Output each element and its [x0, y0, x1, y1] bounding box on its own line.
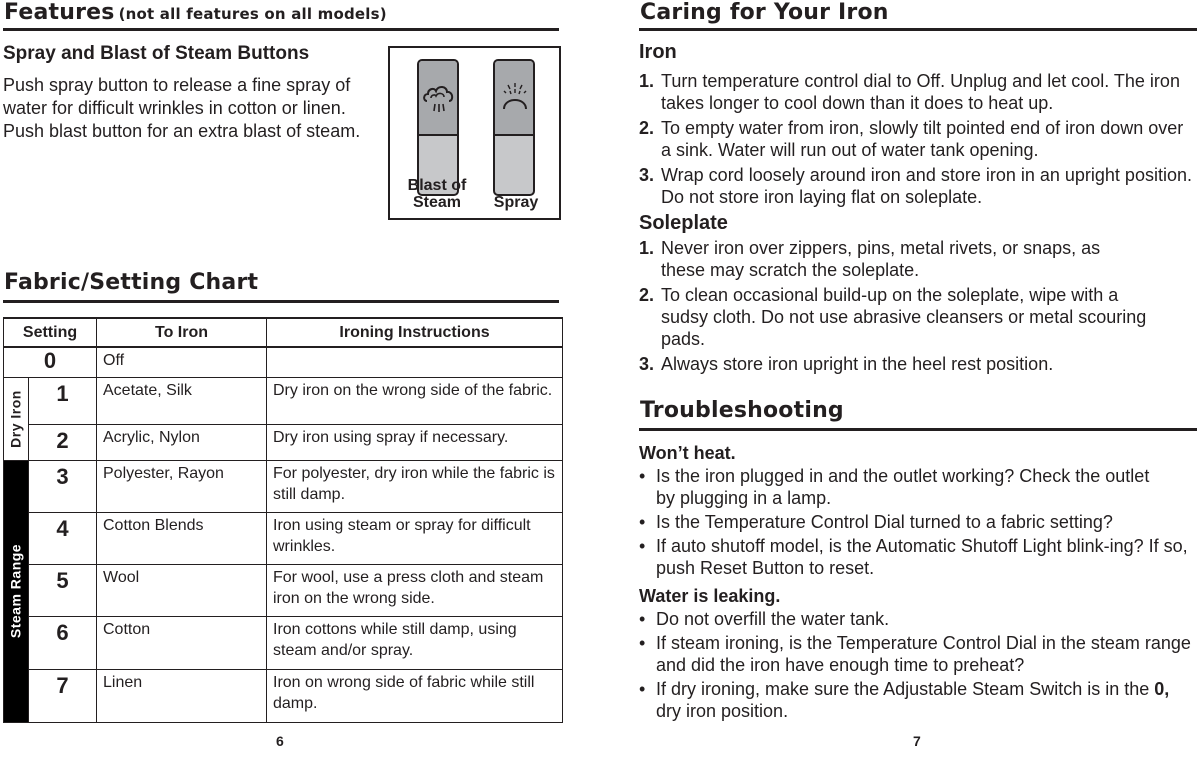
- fabric-cell: Acetate, Silk: [97, 377, 267, 424]
- header-instructions: Ironing Instructions: [267, 318, 563, 347]
- list-item: 1. Turn temperature control dial to Off. Unplug and let cool. The iron takes longer to cool down than it does to heat up.: [639, 71, 1180, 113]
- list-item: • If dry ironing, make sure the Adjustable Steam Switch is in the 0, dry iron position.: [639, 678, 1195, 722]
- setting-cell: 7: [29, 669, 97, 722]
- list-item: • If steam ironing, is the Temperature Control Dial in the steam range and did the iron have enough time to preheat?: [639, 632, 1195, 676]
- table-row: [4, 564, 563, 616]
- table-row: [4, 616, 563, 669]
- list-item: 3. Always store iron upright in the heel rest position.: [639, 354, 1054, 374]
- table-header-row: [4, 318, 563, 347]
- spray-blast-text: Push spray button to release a fine spray of water for difficult wrinkles in cotton or linen. Push blast button for an extra blast of steam.: [3, 75, 361, 141]
- instructions-cell: Iron on wrong side of fabric while still damp.: [267, 669, 563, 722]
- instructions-cell: Iron using steam or spray for difficult wrinkles.: [267, 512, 563, 564]
- features-rule: [3, 28, 559, 31]
- spray-blast-heading: Spray and Blast of Steam Buttons: [3, 43, 310, 64]
- steam-cloud-icon: [422, 79, 456, 119]
- list-item: • Is the Temperature Control Dial turned to a fabric setting?: [639, 511, 1191, 533]
- table-row: [4, 424, 563, 460]
- spray-mist-icon: [498, 79, 532, 119]
- caring-rule: [639, 28, 1197, 31]
- fabric-cell: Acrylic, Nylon: [97, 424, 267, 460]
- setting-cell: 2: [29, 424, 97, 460]
- instructions-cell: For polyester, dry iron while the fabric is still damp.: [267, 460, 563, 512]
- caring-title: Caring for Your Iron: [640, 0, 889, 25]
- water-leaking-heading: Water is leaking.: [639, 586, 781, 606]
- fabric-cell: Polyester, Rayon: [97, 460, 267, 512]
- setting-cell: 6: [29, 616, 97, 669]
- fabric-cell: Off: [97, 347, 267, 377]
- features-title: Features (not all features on all models): [4, 0, 387, 25]
- iron-heading: Iron: [639, 41, 677, 63]
- soleplate-heading: Soleplate: [639, 212, 728, 234]
- table-row: [4, 669, 563, 722]
- fabric-cell: Cotton: [97, 616, 267, 669]
- instructions-cell: [267, 347, 563, 377]
- list-item: 1. Never iron over zippers, pins, metal rivets, or snaps, as these may scratch the soleplate.: [639, 238, 1101, 280]
- steam-range-category: Steam Range: [4, 460, 29, 722]
- header-setting: Setting: [4, 318, 97, 347]
- fabric-cell: Linen: [97, 669, 267, 722]
- table-row: [4, 377, 563, 424]
- setting-cell: 1: [29, 377, 97, 424]
- soleplate-steps-list: [639, 237, 1179, 378]
- list-item: • If auto shutoff model, is the Automatic Shutoff Light blink-ing? If so, push Reset Button to reset.: [639, 535, 1191, 579]
- fabric-cell: Wool: [97, 564, 267, 616]
- wont-heat-heading: Won’t heat.: [639, 443, 736, 463]
- list-item: 3. Wrap cord loosely around iron and store iron in an upright position. Do not store iron laying flat on soleplate.: [639, 165, 1192, 207]
- spray-label: Spray: [493, 194, 539, 211]
- dry-iron-category: Dry Iron: [4, 377, 29, 460]
- list-item: 2. To clean occasional build-up on the soleplate, wipe with a sudsy cloth. Do not use abrasive cleansers or metal scouring pads.: [639, 285, 1147, 349]
- instructions-cell: For wool, use a press cloth and steam iron on the wrong side.: [267, 564, 563, 616]
- instructions-cell: Dry iron using spray if necessary.: [267, 424, 563, 460]
- setting-cell: 3: [29, 460, 97, 512]
- troubleshooting-title: Troubleshooting: [640, 398, 844, 423]
- buttons-figure: [388, 46, 561, 220]
- list-item: • Do not overfill the water tank.: [639, 608, 1195, 630]
- fabric-setting-table: [3, 317, 563, 723]
- list-item: 2. To empty water from iron, slowly tilt pointed end of iron down over a sink. Water will run out of water tank opening.: [639, 118, 1184, 160]
- table-row: [4, 512, 563, 564]
- wont-heat-list: [639, 465, 1191, 581]
- blast-of-steam-button: [417, 59, 459, 196]
- header-to-iron: To Iron: [97, 318, 267, 347]
- iron-steps-list: [639, 70, 1197, 211]
- table-row: [4, 347, 563, 377]
- fabric-cell: Cotton Blends: [97, 512, 267, 564]
- page-number-left: 6: [276, 733, 284, 749]
- features-subtitle: (not all features on all models): [118, 5, 387, 23]
- chart-rule: [3, 300, 559, 303]
- setting-cell: 5: [29, 564, 97, 616]
- page-number-right: 7: [913, 733, 921, 749]
- blast-of-steam-label: Blast of Steam: [407, 177, 467, 211]
- chart-title: Fabric/Setting Chart: [4, 270, 259, 295]
- setting-cell: 0: [4, 347, 97, 377]
- troubleshooting-rule: [639, 428, 1197, 431]
- instructions-cell: Dry iron on the wrong side of the fabric.: [267, 377, 563, 424]
- instructions-cell: Iron cottons while still damp, using steam and/or spray.: [267, 616, 563, 669]
- water-leaking-list: [639, 608, 1195, 724]
- spray-button: [493, 59, 535, 196]
- table-row: [4, 460, 563, 512]
- list-item: • Is the iron plugged in and the outlet working? Check the outlet by plugging in a lamp.: [639, 465, 1191, 509]
- setting-cell: 4: [29, 512, 97, 564]
